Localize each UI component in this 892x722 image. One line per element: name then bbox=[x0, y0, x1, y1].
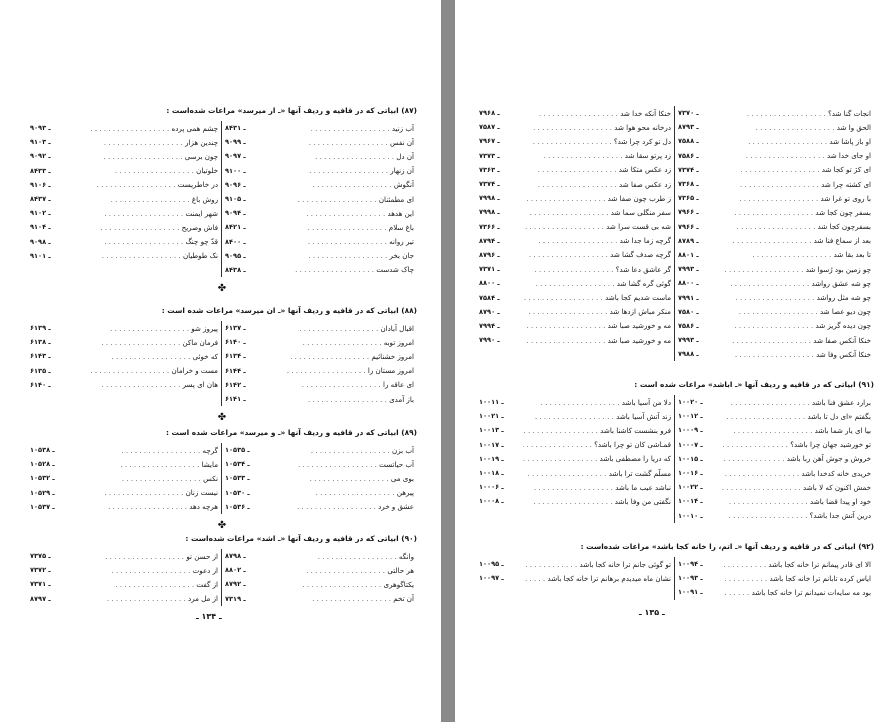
index-row: بوی می . . . ۱۰۵۳۳ ـ bbox=[225, 471, 414, 485]
index-row: خلوتیان . . . ۸۴۳۳ ـ bbox=[30, 164, 218, 178]
index-column-left bbox=[27, 443, 222, 514]
index-column-right bbox=[675, 106, 874, 361]
index-column-right bbox=[222, 321, 417, 406]
two-column-index bbox=[476, 395, 874, 523]
index-row: امروز مستان را . . . ۶۱۴۴ ـ bbox=[225, 364, 414, 378]
index-row: اقبال آبادان . . . ۶۱۳۷ ـ bbox=[225, 321, 414, 335]
index-row: مایشا . . . ۱۰۵۲۸ ـ bbox=[30, 457, 218, 471]
index-row: دلا من آسیا باشد . . . ۱۰۰۱۱ ـ bbox=[479, 395, 671, 409]
index-row: آن تخم . . . ۷۳۱۹ ـ bbox=[225, 592, 414, 606]
index-row: ای مطمئنان . . . ۹۱۰۵ ـ bbox=[225, 192, 414, 206]
index-row: نشان ماه میدیدم برهانم ترا خانه کجا باشد . . . ۱۰۰۹۷ ـ bbox=[479, 571, 671, 585]
index-row: نباشد عیب ما باشد . . . ۱۰۰۰۶ ـ bbox=[479, 480, 671, 494]
index-row: ای کژ تو کجا شد . . . ۷۳۷۴ ـ bbox=[678, 163, 871, 177]
index-row: تا بعد بقا شد . . . ۸۸۰۱ ـ bbox=[678, 248, 871, 262]
index-row: گرچه زما جدا شد . . . ۸۷۹۴ ـ bbox=[479, 234, 671, 248]
index-row: در خاطریست . . . ۹۱۰۶ ـ bbox=[30, 178, 218, 192]
index-row: بود مه سایه‌ات نمیدانم ترا خانه کجا باشد . . . ۱۰۰۹۱ ـ bbox=[678, 585, 871, 599]
index-row: ای کشته چرا شد . . . ۷۳۶۸ ـ bbox=[678, 177, 871, 191]
index-row: زد پرتو سقا شد . . . ۷۳۷۳ ـ bbox=[479, 149, 671, 163]
index-row: ز طرب چون صفا شد . . . ۷۹۹۸ ـ bbox=[479, 191, 671, 205]
index-row: زد عکس صفا شد . . . ۷۳۷۴ ـ bbox=[479, 177, 671, 191]
index-row: با روی تو غرا شد . . . ۷۳۶۵ ـ bbox=[678, 191, 871, 205]
index-row: آن دل . . . ۹۰۹۷ ـ bbox=[225, 149, 414, 163]
index-row: برارد عشق فنا باشد . . . ۱۰۰۲۰ ـ bbox=[678, 395, 871, 409]
page-number: ـ ۱۳۴ ـ bbox=[196, 612, 222, 621]
index-row: چون دیو عصا شد . . . ۷۵۸۰ ـ bbox=[678, 305, 871, 319]
index-column-right bbox=[222, 549, 417, 606]
index-row: منکر مباش ازدها شد . . . ۸۷۹۰ ـ bbox=[479, 305, 671, 319]
index-row: خنکا آنکس وفا شد . . . ۷۹۸۸ ـ bbox=[678, 347, 871, 361]
page-135 bbox=[455, 0, 892, 722]
section-title: (۹۱) ابیاتی که در قافیه و ردیف آنها «ـ اباشد» مراعات شده است : bbox=[634, 380, 874, 389]
index-row: مست و خرامان . . . ۶۱۳۵ ـ bbox=[30, 364, 218, 378]
index-row: آب زنید . . . ۸۴۳۱ ـ bbox=[225, 121, 414, 135]
index-row: که دریا را مصطفی باشد . . . ۱۰۰۱۹ ـ bbox=[479, 452, 671, 466]
index-row: که خوئی . . . ۶۱۴۳ ـ bbox=[30, 349, 218, 363]
index-row: خنکا آنکه خدا شد . . . ۷۹۶۸ ـ bbox=[479, 106, 671, 120]
index-column-left bbox=[476, 395, 675, 523]
two-column-index bbox=[27, 321, 417, 406]
index-row: ایاس کرده تابانم ترا خانه کجا باشد . . . ۱۰۰۹۳ ـ bbox=[678, 571, 871, 585]
index-row: مه و خورشید صبا شد . . . ۷۹۹۰ ـ bbox=[479, 333, 671, 347]
section-title: (۸۷) ابیاتی که در قافیه و ردیف آنها «ـ ار میرسد» مراعات شده‌است : bbox=[166, 106, 417, 115]
index-row: پیروز شو . . . ۶۱۳۹ ـ bbox=[30, 321, 218, 335]
index-row: باز آمدی . . . ۶۱۴۱ ـ bbox=[225, 392, 414, 406]
index-row: آن نفس . . . ۹۰۹۹ ـ bbox=[225, 135, 414, 149]
index-row: یکتاگوهری . . . ۸۷۹۲ ـ bbox=[225, 577, 414, 591]
index-row: خروش و جوش آهن ربا باشد . . . ۱۰۰۱۵ ـ bbox=[678, 452, 871, 466]
index-row: تو خورشید جهان چرا باشد؟ . . . ۱۰۰۰۷ ـ bbox=[678, 438, 871, 452]
index-row: خنکا آنکس صفا شد . . . ۷۹۹۳ ـ bbox=[678, 333, 871, 347]
section-89 bbox=[27, 428, 417, 531]
index-row: این هدهد . . . ۹۰۹۴ ـ bbox=[225, 206, 414, 220]
index-row: آب بزن . . . ۱۰۵۳۵ ـ bbox=[225, 443, 414, 457]
ornament-icon: ✤ bbox=[217, 283, 227, 295]
index-row: آنگوش . . . ۹۰۹۶ ـ bbox=[225, 178, 414, 192]
index-row: تو گوئی جانم ترا خانه کجا باشد . . . ۱۰۰۹۵ ـ bbox=[479, 557, 671, 571]
index-row: مسلّم گشت ترا باشد . . . ۱۰۰۱۸ ـ bbox=[479, 466, 671, 480]
index-row: بسفر چون کجا شد . . . ۷۹۶۶ ـ bbox=[678, 205, 871, 219]
two-column-index bbox=[476, 557, 874, 600]
index-row: چو شه عشق رواشد . . . ۸۸۰۰ ـ bbox=[678, 276, 871, 290]
section-title: (۸۹) ابیاتی که در قافیه و ردیف آنها «ـ و میرسد» مراعات شده است : bbox=[166, 428, 417, 437]
index-row: آن زنهار . . . ۹۱۰۰ ـ bbox=[225, 164, 414, 178]
section-title: (۹۲) ابیاتی که در قافیه و ردیف آنها «ـ اتم، را خانه کجا باشد» مراعات شده‌است : bbox=[580, 542, 874, 551]
index-row: چو زمین بود رُسوا شد . . . ۷۹۹۳ ـ bbox=[678, 262, 871, 276]
index-column-right bbox=[675, 557, 874, 600]
index-row: زند آتش آسیا باشد . . . ۱۰۰۲۱ ـ bbox=[479, 409, 671, 423]
index-row: قمـاشی کان تو چرا باشد؟ . . . ۱۰۰۱۷ ـ bbox=[479, 438, 671, 452]
index-row: تیر روانه . . . ۸۴۰۰ ـ bbox=[225, 235, 414, 249]
index-row: گوئی گره گشا شد . . . ۸۸۰۰ ـ bbox=[479, 276, 671, 290]
index-row: نکس . . . ۱۰۵۳۲ ـ bbox=[30, 471, 218, 485]
ornament-icon: ✤ bbox=[217, 519, 227, 531]
index-row: بسفرچون کجا شد . . . ۷۹۶۶ ـ bbox=[678, 220, 871, 234]
index-row: عشق و خرد . . . ۱۰۵۳۶ ـ bbox=[225, 500, 414, 514]
index-row: بیا ای یار شما باشد . . . ۱۰۰۰۹ ـ bbox=[678, 423, 871, 437]
index-row: چشم همی پرده . . . ۹۰۹۳ ـ bbox=[30, 121, 218, 135]
index-row: چون دیده گریز شد . . . ۷۵۸۶ ـ bbox=[678, 319, 871, 333]
index-row: قدّ چو چنگ . . . ۹۰۹۸ ـ bbox=[30, 235, 218, 249]
index-row: او باز پاشا شد . . . ۷۵۸۸ ـ bbox=[678, 134, 871, 148]
two-column-index bbox=[27, 121, 417, 277]
index-row: نیست زنان . . . ۱۰۵۲۹ ـ bbox=[30, 486, 218, 500]
section-title: (۹۰) ابیاتی که در قافیه و ردیف آنها «ـ اشد» مراعات شده‌است : bbox=[185, 534, 417, 543]
index-row: خمش اکنون که لا باشد . . . ۱۰۰۲۲ ـ bbox=[678, 480, 871, 494]
index-row: هرچه دهد . . . ۱۰۵۳۷ ـ bbox=[30, 500, 218, 514]
index-row: فرمان ماکن . . . ۶۱۳۸ ـ bbox=[30, 335, 218, 349]
section-88 bbox=[27, 306, 417, 423]
section-92 bbox=[476, 542, 874, 600]
index-row: مه و خورشید صبا شد . . . ۷۹۹۴ ـ bbox=[479, 319, 671, 333]
index-row: زد عکس متکا شد . . . ۷۳۶۳ ـ bbox=[479, 163, 671, 177]
index-row: درخانه محو هوا شد . . . ۷۵۸۷ ـ bbox=[479, 120, 671, 134]
index-row: گر عاشق دعا شد؟ . . . ۷۳۷۱ ـ bbox=[479, 262, 671, 276]
index-row: چندین هزار . . . ۹۱۰۳ ـ bbox=[30, 135, 218, 149]
index-row: چون برسی . . . ۹۰۹۲ ـ bbox=[30, 149, 218, 163]
index-row: گرچه صدف گشا شد . . . ۸۷۹۶ ـ bbox=[479, 248, 671, 262]
index-row: هر حالتی . . . ۸۸۰۲ ـ bbox=[225, 563, 414, 577]
two-column-index bbox=[27, 443, 417, 514]
index-row: شهر ایمنت . . . ۹۱۰۲ ـ bbox=[30, 206, 218, 220]
index-row: فرو بنشست کاشنا باشد . . . ۱۰۰۱۳ ـ bbox=[479, 423, 671, 437]
index-row: چاک شدست . . . ۸۴۳۸ ـ bbox=[225, 263, 414, 277]
index-row: فاش وصریح . . . ۹۱۰۴ ـ bbox=[30, 220, 218, 234]
index-row: ماست شدیم کجا باشد . . . ۷۵۸۴ ـ bbox=[479, 290, 671, 304]
index-column-left bbox=[476, 557, 675, 600]
page-134 bbox=[0, 0, 441, 722]
two-column-index bbox=[27, 549, 417, 606]
index-row: او جای خدا شد . . . ۷۵۸۶ ـ bbox=[678, 149, 871, 163]
index-column-right bbox=[222, 121, 417, 277]
section-90-continued bbox=[476, 106, 874, 361]
index-row: الحق وا شد . . . ۸۷۹۳ ـ bbox=[678, 120, 871, 134]
index-row: باغ سلام . . . ۸۴۲۱ ـ bbox=[225, 220, 414, 234]
index-row: چو شه مثل رواشد . . . ۷۹۹۱ ـ bbox=[678, 290, 871, 304]
index-row: از دعوت . . . ۷۳۷۲ ـ bbox=[30, 563, 218, 577]
page-number: ـ ۱۳۵ ـ bbox=[639, 608, 665, 617]
index-row: ای عاقه را . . . ۶۱۴۲ ـ bbox=[225, 378, 414, 392]
index-row: هان ای پسر . . . ۶۱۴۰ ـ bbox=[30, 378, 218, 392]
index-column-left bbox=[27, 121, 222, 277]
index-row: نگفتی من وفا باشد . . . ۱۰۰۰۸ ـ bbox=[479, 494, 671, 508]
index-row: وانگه . . . ۸۷۹۸ ـ bbox=[225, 549, 414, 563]
section-87 bbox=[27, 106, 417, 294]
index-row: درین آتش جدا باشد؟ . . . ۱۰۰۱۰ ـ bbox=[678, 509, 871, 523]
section-title: (۸۸) ابیاتی که در قافیه و ردیف آنها «ـ ان میرسد» مراعات شده است : bbox=[161, 306, 417, 315]
index-row: بعد از سماع فنا شد . . . ۸۷۸۹ ـ bbox=[678, 234, 871, 248]
index-column-left bbox=[476, 106, 675, 361]
section-90 bbox=[27, 534, 417, 606]
index-row: دل تو کرد چرا شد؟ . . . ۷۹۶۷ ـ bbox=[479, 134, 671, 148]
index-row: خریدی خانه کدخدا باشد . . . ۱۰۰۱۶ ـ bbox=[678, 466, 871, 480]
index-row: روش باغ . . . ۸۴۳۷ ـ bbox=[30, 192, 218, 206]
index-row: آب حیاتست . . . ۱۰۵۳۴ ـ bbox=[225, 457, 414, 471]
index-row: بگفتم «ای دل تا باشد . . . ۱۰۰۱۲ ـ bbox=[678, 409, 871, 423]
index-row: جان بخر . . . ۹۰۹۵ ـ bbox=[225, 249, 414, 263]
index-row: از مل مرد . . . ۸۷۹۷ ـ bbox=[30, 592, 218, 606]
index-row: از حسن تو . . . ۷۳۷۵ ـ bbox=[30, 549, 218, 563]
index-column-left bbox=[27, 549, 222, 606]
ornament-icon: ✤ bbox=[217, 412, 227, 424]
index-row: خود او پیدا قضا باشد . . . ۱۰۰۱۴ ـ bbox=[678, 494, 871, 508]
index-column-right bbox=[222, 443, 417, 514]
index-row: از گفت . . . ۷۳۷۱ ـ bbox=[30, 577, 218, 591]
book-gutter bbox=[441, 0, 455, 722]
index-row: انجات گنا شد؟ . . . ۷۳۷۰ ـ bbox=[678, 106, 871, 120]
index-row: سفر منگلی سما شد . . . ۷۹۹۸ ـ bbox=[479, 205, 671, 219]
index-row: پیرهن . . . ۱۰۵۳۰ ـ bbox=[225, 486, 414, 500]
index-row: شه بی قست سرا شد . . . ۷۳۶۶ ـ bbox=[479, 220, 671, 234]
index-column-right bbox=[675, 395, 874, 523]
index-row: امروز خشنائیم . . . ۶۱۳۴ ـ bbox=[225, 349, 414, 363]
index-column-left bbox=[27, 321, 222, 406]
index-row: امروز توبه . . . ۶۱۴۰ ـ bbox=[225, 335, 414, 349]
index-row: الا ای قادر پیمانم ترا خانه کجا باشد . . . ۱۰۰۹۴ ـ bbox=[678, 557, 871, 571]
two-column-index bbox=[476, 106, 874, 361]
index-row: نک طوطیان . . . ۹۱۰۱ ـ bbox=[30, 249, 218, 263]
index-row: گرچه . . . ۱۰۵۳۸ ـ bbox=[30, 443, 218, 457]
section-91 bbox=[476, 380, 874, 523]
